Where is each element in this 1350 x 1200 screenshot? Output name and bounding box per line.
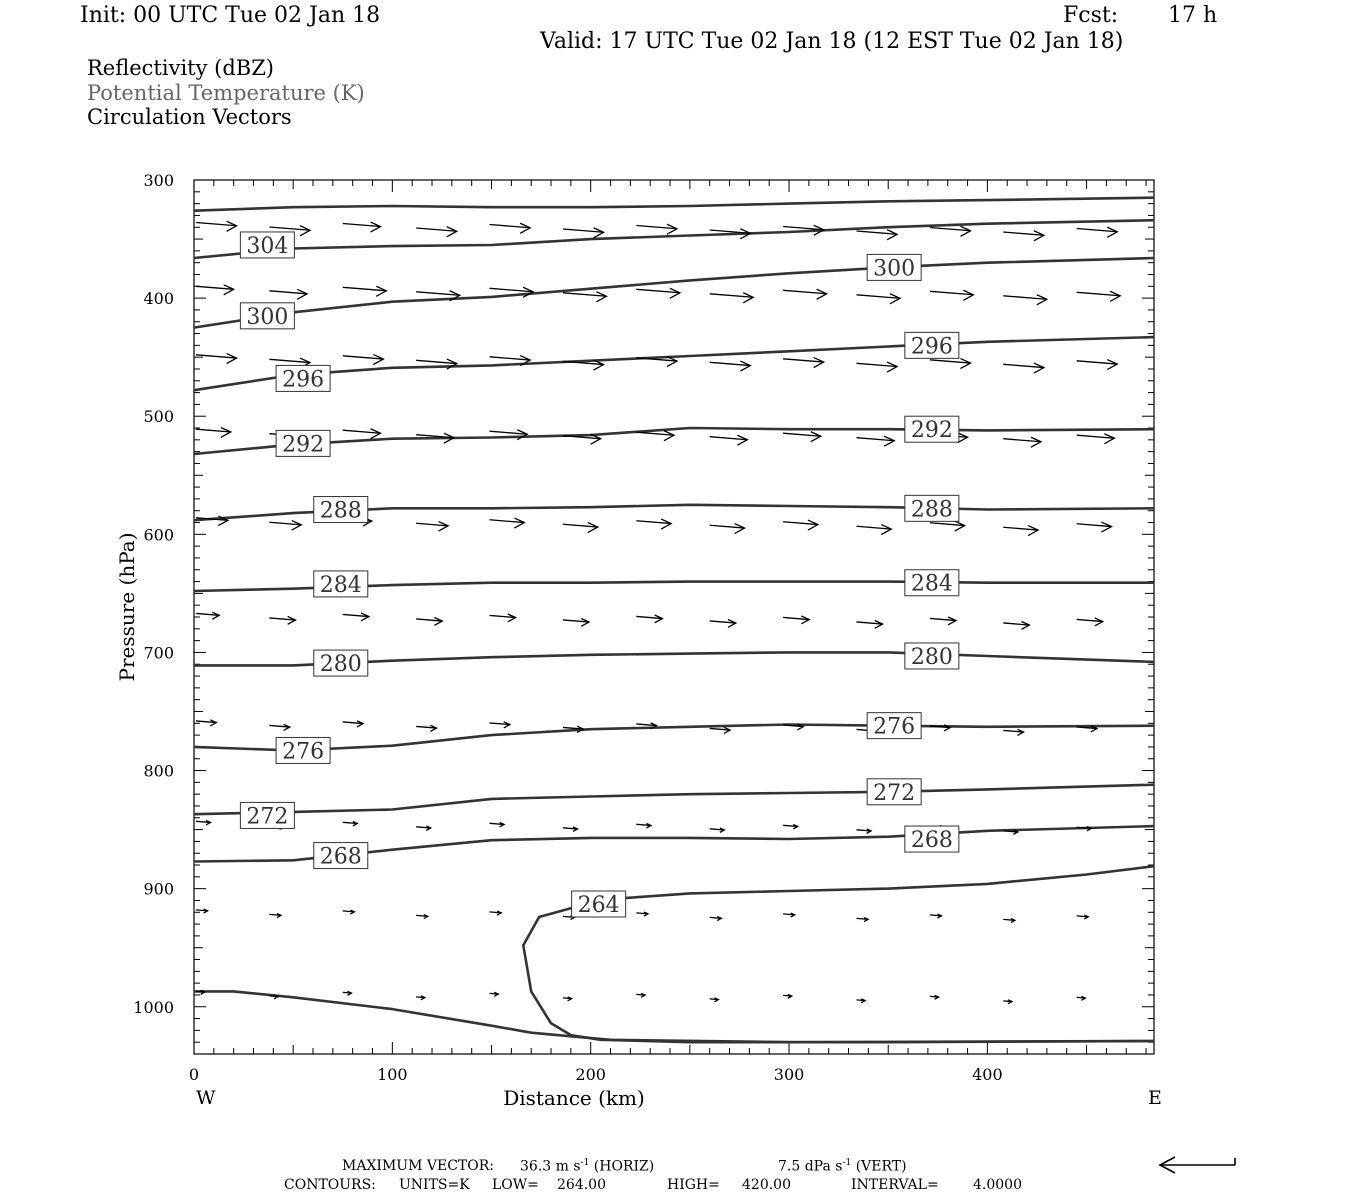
vector-head [881,525,891,535]
vector-head [955,521,965,531]
forecast-label: Fcst: [1063,3,1119,28]
contours-high-label: HIGH= [667,1177,720,1193]
vector-head [523,287,533,297]
vector-head [661,519,671,529]
x-tick-label: 300 [773,1065,805,1084]
contour-label: 272 [873,780,916,806]
vector-head [737,435,747,445]
contour-label: 284 [910,571,953,597]
theta-contour-292 [194,428,1154,454]
vector-head [438,522,448,532]
x-end-label-west: W [196,1087,216,1109]
vector-head [948,617,956,625]
x-tick-label: 0 [188,1065,200,1084]
y-tick-label: 700 [143,643,174,663]
vector-head [596,292,606,302]
init-time: Init: 00 UTC Tue 02 Jan 18 [80,3,381,28]
vector-head [667,224,677,234]
vector-head [588,523,598,533]
plot-frame [194,180,1154,1054]
vector-head [376,286,386,296]
vector-head [508,614,516,622]
vector-head [300,226,310,236]
legend-circulation-vectors: Circulation Vectors [87,105,292,129]
forecast-hours: 17 h [1168,3,1218,28]
contour-label: 264 [577,893,620,919]
x-tick-label: 100 [377,1065,408,1084]
vector-head [297,289,307,299]
x-tick-label: 400 [972,1065,1003,1084]
max-vector-vert: 7.5 dPa $s^{-1}$ (VERT) [778,1158,907,1175]
vector-head [811,432,821,442]
vector-head [728,620,736,628]
vector-head [434,618,442,626]
vector-head [963,290,973,300]
contours-units: UNITS=K [399,1177,470,1193]
contour-label: 288 [319,498,362,524]
y-tick-label: 400 [143,289,174,309]
contour-label: 272 [246,804,289,830]
vector-head [227,221,237,231]
theta-contours [194,198,1154,1042]
vector-head [960,226,970,236]
vector-head [884,436,894,446]
contours-label: CONTOURS: [284,1177,376,1193]
theta-contour-272 [194,785,1154,815]
vector-head [735,524,745,534]
vector-head [740,361,750,371]
contours-high-value: 420.00 [742,1177,791,1193]
x-axis-title: Distance (km) [503,1086,645,1110]
vector-head [890,294,900,304]
theta-contour-296 [194,337,1154,393]
vector-head [221,427,231,437]
vector-head [664,431,674,441]
contours-interval-label: INTERVAL= [851,1177,939,1193]
contour-label: 292 [282,432,325,458]
vector-head [817,289,827,299]
vector-head [1107,227,1117,237]
x-end-label-east: E [1148,1087,1162,1109]
valid-time: Valid: 17 UTC Tue 02 Jan 18 (12 EST Tue 02 Jan 18) [540,29,1124,54]
vector-head [875,621,883,629]
plot-border [194,180,1154,1054]
vector-head [1110,291,1120,301]
y-tick-label: 1000 [133,997,174,1017]
y-tick-label: 300 [143,171,174,190]
theta-contour-304 [194,220,1154,258]
vector-head [594,228,604,238]
vector-head [960,359,970,369]
contour-label: 300 [246,304,289,330]
vector-head [224,285,234,295]
contour-label: 280 [910,644,953,670]
max-vector-horiz: 36.3 m $s^{-1}$ (HORIZ) [520,1158,655,1175]
contour-label: 296 [910,334,953,360]
vector-head [581,619,589,627]
vector-head [801,616,809,624]
max-vector-label: MAXIMUM VECTOR: [342,1158,494,1174]
y-tick-label: 600 [143,525,174,545]
vector-head [1028,526,1038,536]
vector-head [808,520,818,530]
y-axis-title: Pressure (hPa) [115,532,139,682]
vector-head [517,430,527,440]
vector-head [373,355,383,365]
vector-head [1034,231,1044,241]
theta-contour-308 [194,198,1154,211]
vector-head [814,358,824,368]
contour-label: 284 [319,572,362,598]
legend-reflectivity: Reflectivity (dBZ) [87,56,275,80]
vector-head [1022,622,1030,630]
vector-head [447,227,457,237]
y-tick-label: 800 [143,761,174,781]
contour-label: 296 [282,367,325,393]
vector-head [361,613,369,621]
vector-head [1095,618,1103,626]
vector-head [1037,295,1047,305]
contour-label: 280 [319,652,362,678]
vector-head [887,362,897,372]
legend-potential-temperature: Potential Temperature (K) [87,81,365,105]
vector-head [1101,522,1111,532]
theta-contour-264-sfc [194,991,1154,1042]
vector-head [670,288,680,298]
contours-low-value: 264.00 [557,1177,606,1193]
vector-head [1031,437,1041,447]
axis-ticks [194,180,1154,1054]
contours-low-label: LOW= [492,1177,539,1193]
theta-contour-276 [194,725,1154,751]
contour-label: 268 [319,844,362,870]
vector-head [370,429,380,439]
contour-label: 276 [282,739,325,765]
contour-label: 304 [246,233,289,259]
y-tick-label: 900 [143,879,174,899]
circulation-vectors [196,221,1120,1004]
vector-head [370,222,380,232]
vector-head [292,521,302,531]
contour-label: 292 [910,418,953,444]
contour-label: 276 [873,714,916,740]
vector-head [655,615,663,623]
contour-label: 268 [910,828,953,854]
contour-label: 300 [873,256,916,282]
vector-head [1104,434,1114,444]
vector-head [887,230,897,240]
contour-labels [240,232,958,918]
vector-head [227,354,237,364]
vector-head [1034,363,1044,373]
vector-head [520,223,530,233]
x-tick-label: 200 [575,1065,606,1084]
contours-interval-value: 4.0000 [973,1177,1022,1193]
contour-label: 288 [910,497,953,523]
vector-head [743,293,753,303]
vector-head [1107,360,1117,370]
y-tick-label: 500 [143,407,174,427]
vector-head [514,518,524,528]
vector-head [288,617,296,625]
